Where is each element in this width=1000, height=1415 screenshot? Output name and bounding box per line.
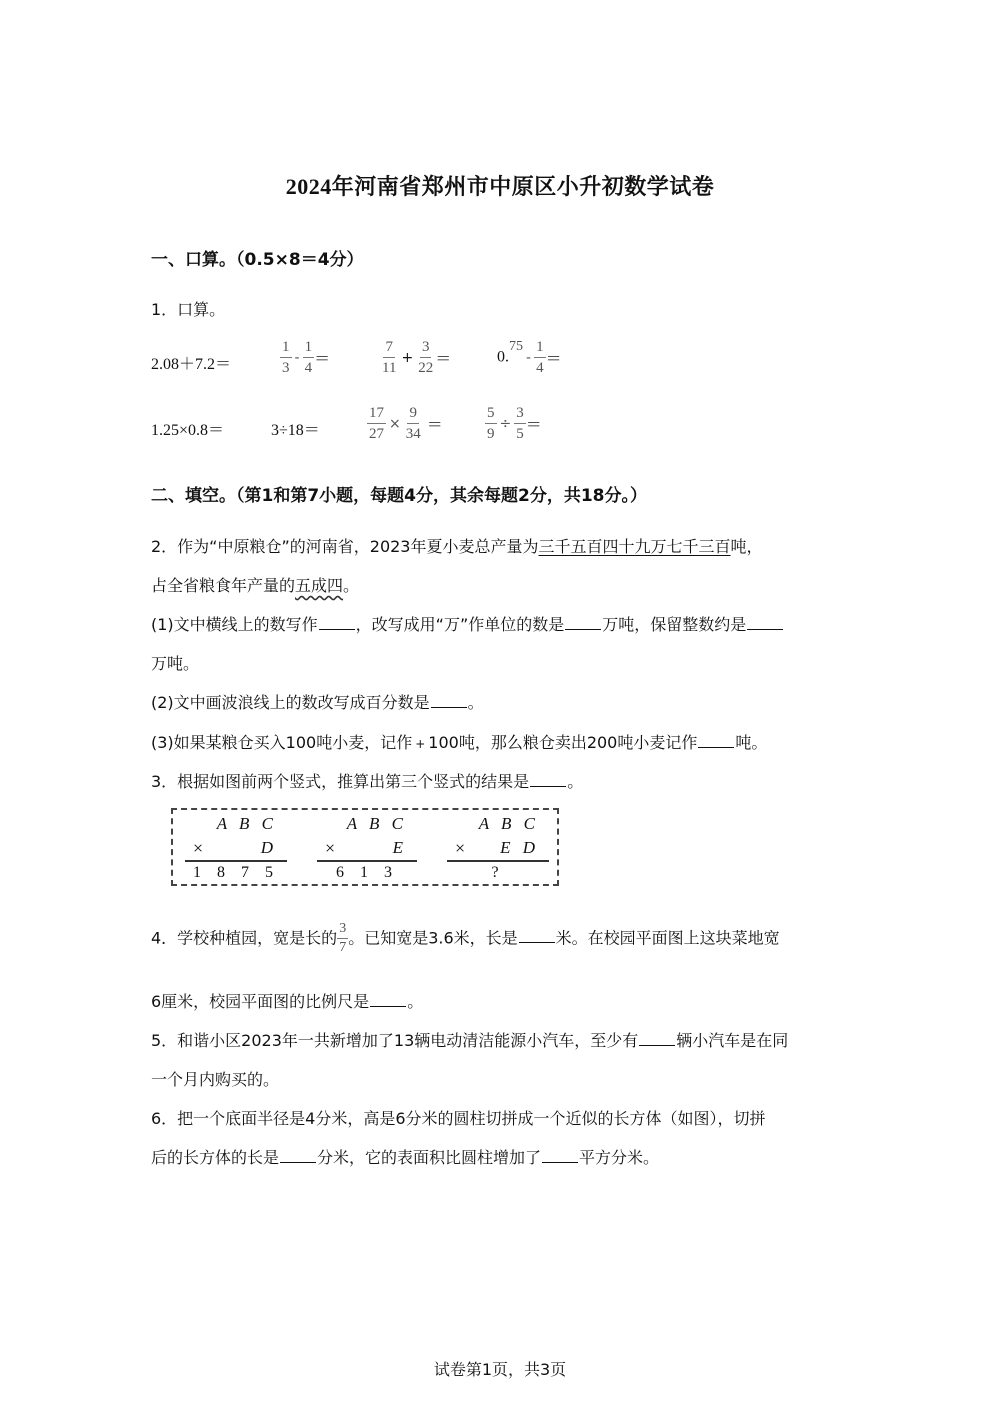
calc-r1-3: $\frac{7}{11}$ + $\frac{3}{22}$ ＝	[382, 339, 452, 376]
q2-part2: (2)文中画波浪线上的数改写成百分数是 。	[151, 693, 484, 712]
q1-label: 1．口算。	[151, 300, 226, 319]
q2-line1: 2．作为“中原粮仓”的河南省，2023年夏小麦总产量为三千五百四十九万七千三百吨，	[151, 537, 763, 556]
answer-blank[interactable]	[519, 928, 555, 943]
q2-part1-cont: 万吨。	[151, 654, 200, 673]
answer-blank[interactable]	[319, 615, 355, 630]
answer-blank[interactable]	[431, 693, 467, 708]
calc-r2-1: 1.25×0.8＝	[151, 422, 225, 439]
q6-line2: 后的长方体的长是 分米，它的表面积比圆柱增加了 平方分米。	[151, 1148, 660, 1167]
answer-blank[interactable]	[747, 615, 783, 630]
q2-wavy-number: 五成四	[295, 576, 344, 595]
q6-line1: 6．把一个底面半径是4分米，高是6分米的圆柱切拼成一个近似的长方体（如图），切拼	[151, 1109, 766, 1128]
answer-blank[interactable]	[280, 1148, 316, 1163]
section-2-heading: 二、填空。（第1和第7小题，每题4分，其余每题2分，共18分。）	[151, 486, 647, 506]
answer-blank[interactable]	[542, 1148, 578, 1163]
vertical-calc-1: A B C × D 1 8 7 5	[185, 810, 287, 888]
calc-r2-2: 3÷18＝	[271, 422, 320, 439]
vertical-multiplication-figure	[171, 808, 559, 886]
q2-underlined-number: 三千五百四十九万七千三百	[538, 537, 731, 556]
q4-line1: 4．学校种植园，宽是长的 $\frac{3}{7}$ 。已知宽是3.6米，长是 米。在校园平面图上这块菜地宽	[151, 921, 780, 955]
answer-blank[interactable]	[698, 733, 734, 748]
page-title: 2024年河南省郑州市中原区小升初数学试卷	[285, 174, 715, 199]
q5-line2: 一个月内购买的。	[151, 1070, 280, 1089]
calc-r2-3: $\frac{17}{27}$ × $\frac{9}{34}$ ＝	[369, 405, 443, 442]
q2-part3: (3)如果某粮仓买入100吨小麦，记作 + 100吨，那么粮仓卖出200吨小麦记作 吨。	[151, 733, 768, 752]
page-footer: 试卷第1页，共3页	[433, 1360, 567, 1379]
answer-blank[interactable]	[370, 992, 406, 1007]
calc-r1-4: 0.75- $\frac{1}{4}$ ＝	[497, 339, 562, 376]
answer-blank[interactable]	[565, 615, 601, 630]
answer-blank[interactable]	[639, 1031, 675, 1046]
q3-text: 3．根据如图前两个竖式，推算出第三个竖式的结果是 。	[151, 772, 584, 791]
calc-r1-2: $\frac{1}{3}$ - $\frac{1}{4}$ ＝	[282, 339, 331, 376]
section-1-heading: 一、口算。（0.5×8＝4分）	[151, 250, 364, 270]
q2-line2: 占全省粮食年产量的五成四。	[151, 576, 360, 595]
calc-r1-1: 2.08＋7.2＝	[151, 356, 232, 373]
answer-blank[interactable]	[530, 772, 566, 787]
q4-line2: 6厘米，校园平面图的比例尺是 。	[151, 992, 424, 1011]
calc-r2-4: $\frac{5}{9}$ ÷ $\frac{3}{5}$ ＝	[487, 405, 542, 442]
vertical-calc-3: A B C × E D ?	[447, 810, 549, 888]
q2-part1: (1)文中横线上的数写作 ，改写成用“万”作单位的数是 万吨，保留整数约是	[151, 613, 784, 637]
q5-line1: 5．和谐小区2023年一共新增加了13辆电动清洁能源小汽车，至少有 辆小汽车是在同	[151, 1031, 789, 1050]
vertical-calc-2: A B C × E 6 1 3	[317, 810, 417, 888]
